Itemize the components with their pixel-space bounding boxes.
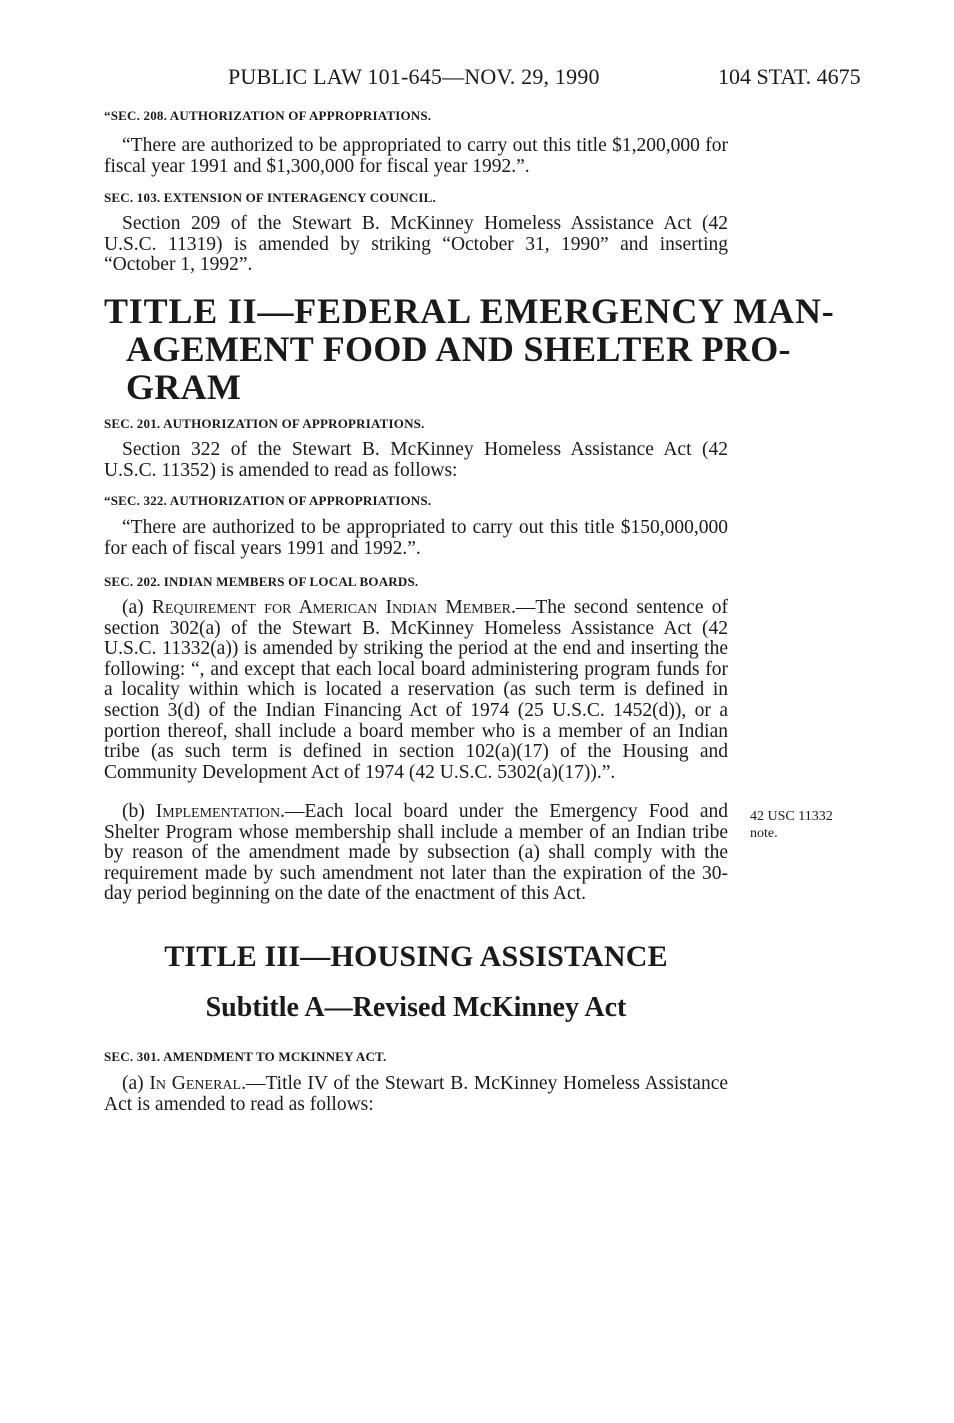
margin-citation-line-1: 42 USC 11332 — [750, 809, 833, 824]
subtitle-a-heading: Subtitle A—Revised McKinney Act — [205, 992, 627, 1023]
section-heading: SEC. 202. INDIAN MEMBERS OF LOCAL BOARDS. — [104, 574, 419, 589]
section-heading: SEC. 201. AUTHORIZATION OF APPROPRIATIONS. — [104, 416, 425, 431]
running-header: PUBLIC LAW 101-645—NOV. 29, 1990 — [228, 64, 600, 89]
title-ii-heading — [104, 291, 835, 407]
subsection-caption: In General. — [149, 1073, 246, 1094]
subsection-label: (a) — [122, 1073, 150, 1094]
sec-301-block — [104, 1049, 728, 1065]
sec-103-block — [104, 190, 728, 206]
sec-103-text: Section 209 of the Stewart B. McKinney Homeless Assistance Act (42 U.S.C. 11319) is amended by striking “October 31, 1990” and inserting “October 1, 1992”. — [104, 213, 728, 276]
sec-202-subsection-a — [104, 598, 728, 783]
subsection-body: —Each local board under the Emergency Food and Shelter Program whose membership shall include a member of an Indian tribe by reason of the amendment made by subsection (a) shall comply with the requirement made by such amendment not later than the expiration of the 30-day period beginning on the date of the enactment of this Act. — [104, 801, 728, 905]
sec-202-block — [104, 574, 728, 590]
sec-202-subsection-b — [104, 802, 728, 905]
section-heading: SEC. 103. EXTENSION OF INTERAGENCY COUNCIL. — [104, 190, 436, 205]
title-ii-line-1: TITLE II—FEDERAL EMERGENCY MAN- — [104, 291, 835, 331]
section-heading: SEC. 301. AMENDMENT TO MCKINNEY ACT. — [104, 1049, 387, 1064]
sec-208-text: “There are authorized to be appropriated to carry out this title $1,200,000 for fiscal year 1991 and $1,300,000 for fiscal year 1992.”. — [104, 135, 728, 177]
sec-201-text: Section 322 of the Stewart B. McKinney Homeless Assistance Act (42 U.S.C. 11352) is amended to read as follows: — [104, 439, 728, 481]
sec-208-block — [104, 108, 728, 124]
subsection-label: (b) — [122, 801, 156, 822]
margin-citation-line-2: note. — [750, 826, 778, 841]
margin-citation — [750, 808, 833, 842]
subsection-label: (a) — [122, 597, 152, 618]
title-iii-heading: TITLE III—HOUSING ASSISTANCE — [164, 940, 668, 973]
section-heading: “SEC. 322. AUTHORIZATION OF APPROPRIATIONS. — [104, 493, 432, 508]
sec-322-block — [104, 493, 728, 509]
section-heading: “SEC. 208. AUTHORIZATION OF APPROPRIATIONS. — [104, 108, 432, 123]
sec-322-text: “There are authorized to be appropriated to carry out this title $150,000,000 for each of fiscal years 1991 and 1992.”. — [104, 517, 728, 559]
page-stat-number: 104 STAT. 4675 — [718, 64, 861, 89]
subsection-body: —The second sentence of section 302(a) of the Stewart B. McKinney Homeless Assistance Act (42 U.S.C. 11332(a)) is amended by striking the period at the end and inserting the following: “, and except that each local board administering program funds for a locality within which is located a reservation (as such term is defined in section 3(d) of the Indian Financing Act of 1974 (25 U.S.C. 1452(d)), or a portion thereof, shall include a board member who is a member of an Indian tribe (as such term is defined in section 102(a)(17) of the Housing and Community Development Act of 1974 (42 U.S.C. 5302(a)(17)).”. — [104, 597, 728, 783]
subsection-body: —Title IV of the Stewart B. McKinney Homeless Assistance Act is amended to read as follows: — [104, 1073, 729, 1115]
sec-201-block — [104, 416, 728, 432]
subsection-caption: Implementation. — [155, 801, 286, 822]
sec-301-subsection-a — [104, 1074, 728, 1115]
subsection-caption: Requirement for American Indian Member. — [151, 597, 516, 618]
title-ii-line-2: AGEMENT FOOD AND SHELTER PRO- — [126, 329, 791, 369]
title-ii-line-3: GRAM — [126, 367, 242, 407]
